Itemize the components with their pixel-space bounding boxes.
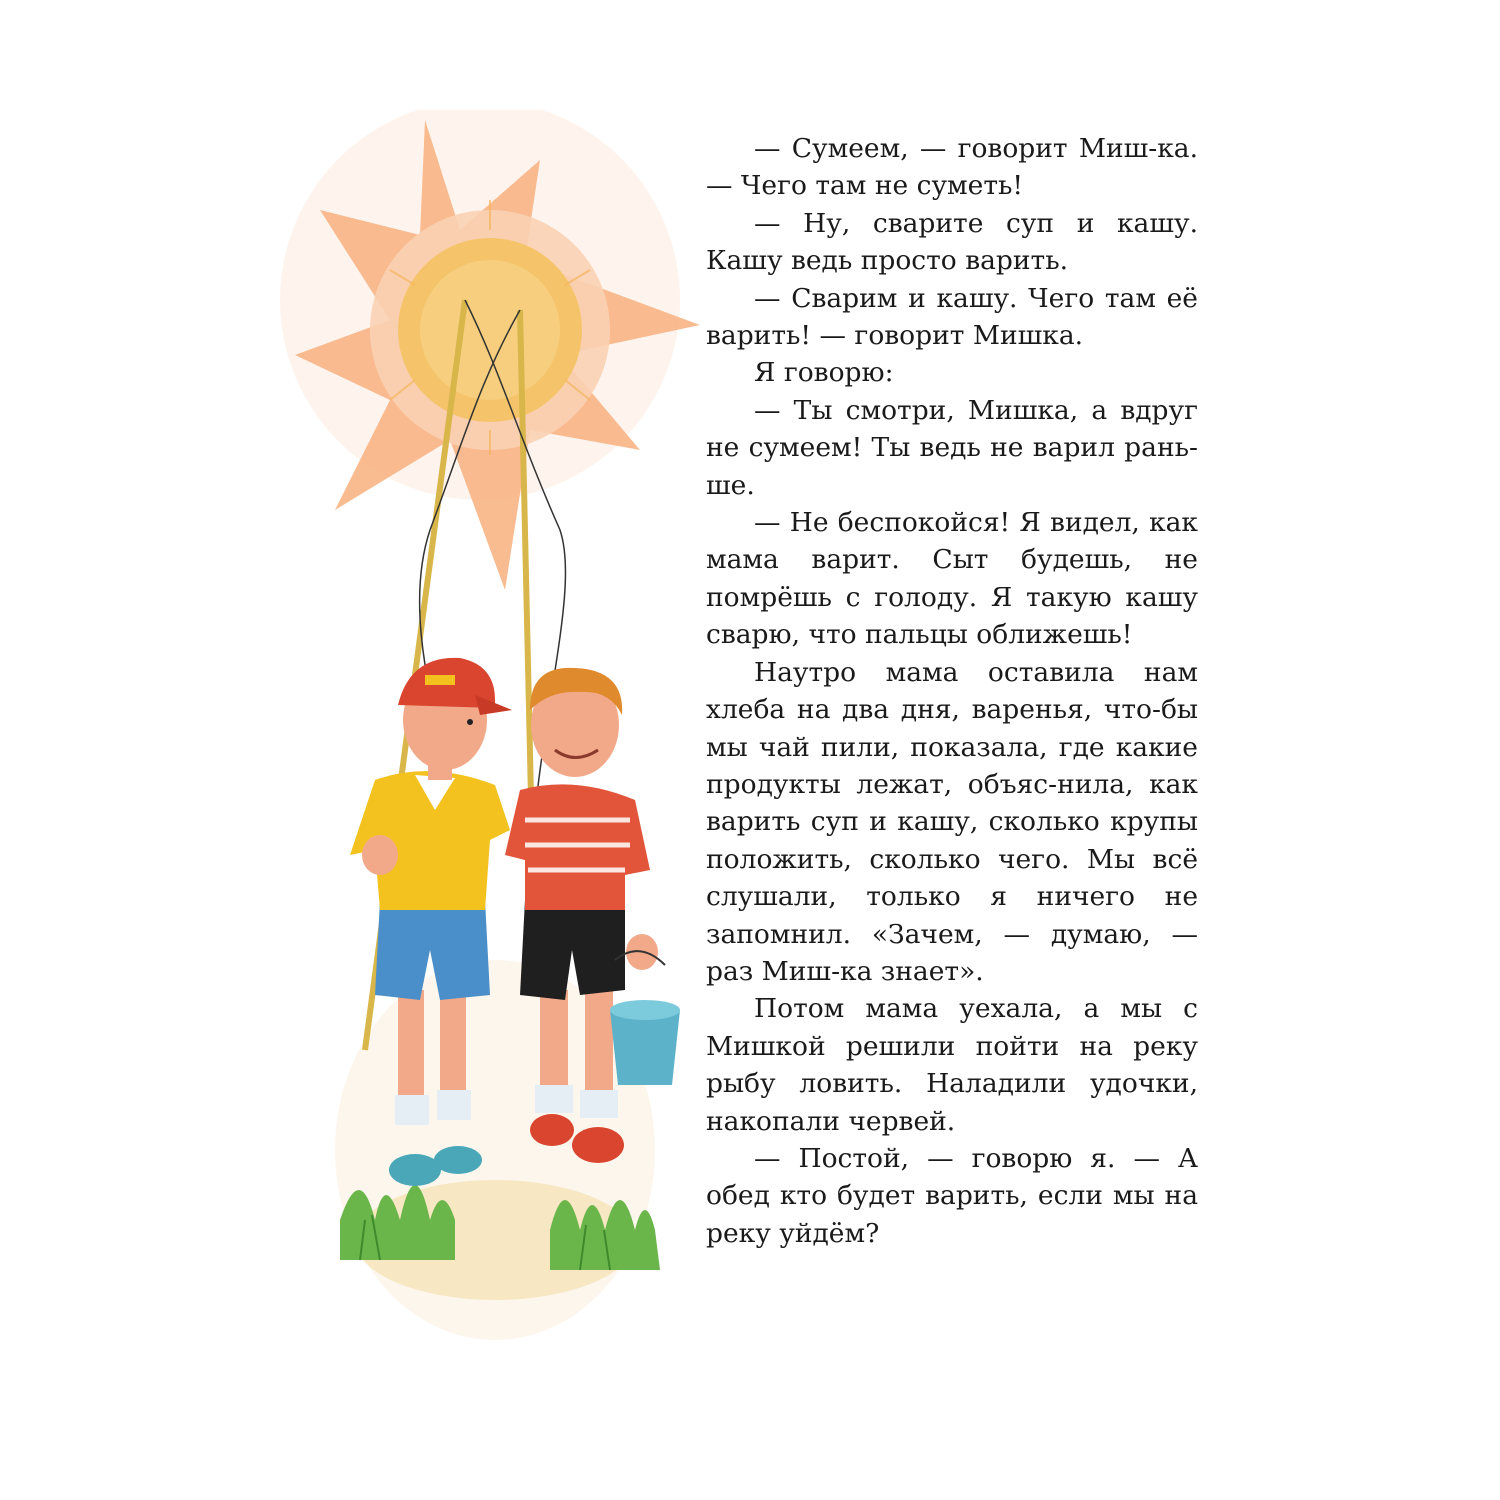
paragraph: — Сумеем, — говорит Миш-ка. — Чего там не суметь! (706, 133, 1198, 202)
boys-fishing-illustration (280, 110, 710, 1340)
paragraph: Наутро мама оставила нам хлеба на два дня, варенья, что-бы мы чай пили, показала, где какие продукты лежат, объяс-нила, как варить суп и кашу, сколько крупы положить, сколько чего. Мы всё слушали, только я ничего не запомнил. «Зачем, — думаю, — раз Миш-ка знает». (706, 656, 1198, 987)
story-text (706, 130, 1198, 1252)
paragraph: Я говорю: (754, 357, 894, 389)
paragraph: — Ну, сварите суп и кашу. Кашу ведь просто варить. (706, 207, 1198, 277)
paragraph: — Постой, — говорю я. — А обед кто будет варить, если мы на реку уйдём? (706, 1142, 1198, 1249)
paragraph: — Сварим и кашу. Чего там её варить! — говорит Мишка. (706, 282, 1198, 352)
paragraph: — Не беспокойся! Я видел, как мама варит. Сыт будешь, не помрёшь с голоду. Я такую кашу сварю, что пальцы оближешь! (706, 507, 1198, 651)
paragraph: Потом мама уехала, а мы с Мишкой решили пойти на реку рыбу ловить. Наладили удочки, накопали червей. (706, 993, 1198, 1137)
paragraph: — Ты смотри, Мишка, а вдруг не сумеем! Ты ведь не варил рань-ше. (706, 394, 1198, 501)
